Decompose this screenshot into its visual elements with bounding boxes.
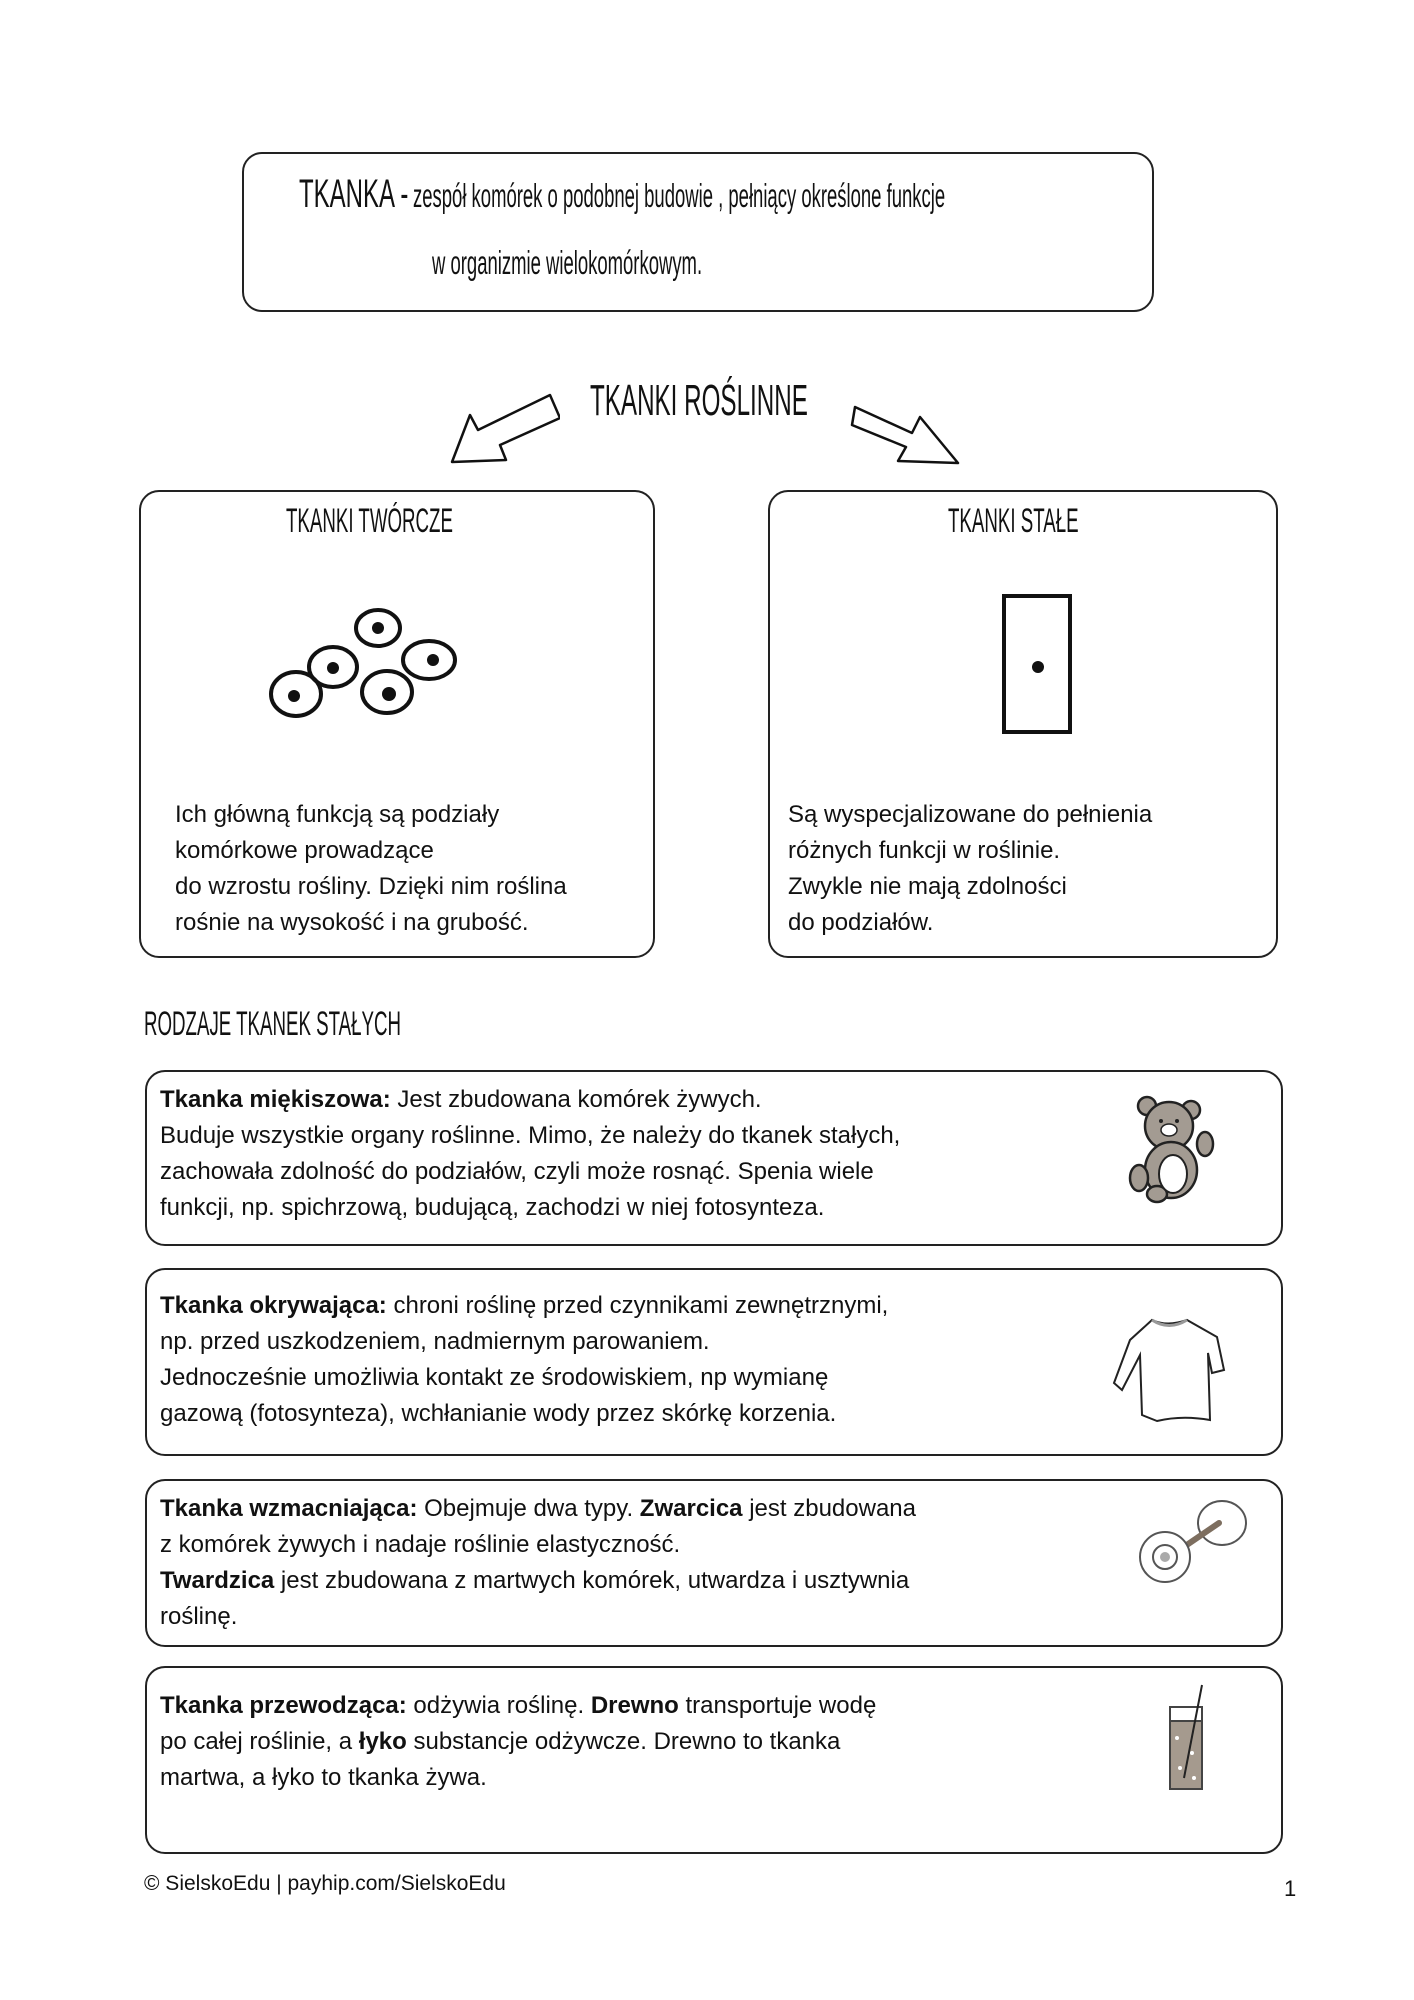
tissue-text: roślinę.: [160, 1603, 238, 1630]
dividing-cells-icon: [261, 602, 461, 732]
right-arrow-icon: [850, 395, 970, 475]
tissue-text: chroni roślinę przed czynnikami zewnętrznymi,: [386, 1292, 889, 1319]
tissue-text: Jednocześnie umożliwia kontakt ze środowiskiem, np wymianę: [160, 1364, 829, 1391]
tissue-name: Tkanka przewodząca:: [160, 1692, 407, 1719]
card-text-line: Zwykle nie mają zdolności: [788, 873, 1067, 900]
definition-box: [242, 152, 1154, 312]
plant-cell-icon: [1000, 592, 1075, 737]
card-meristematic-tissue: [139, 490, 655, 958]
tissue-text: po całej roślinie, a: [160, 1728, 359, 1755]
tissue-text: funkcji, np. spichrzową, budującą, zachodzi w niej fotosynteza.: [160, 1194, 825, 1221]
tissue-text: Jest zbudowana komórek żywych.: [390, 1086, 762, 1113]
card-text-line: różnych funkcji w roślinie.: [788, 837, 1061, 864]
tissue-text: z komórek żywych i nadaje roślinie elastyczność.: [160, 1531, 681, 1558]
tissue-text: jest zbudowana: [742, 1495, 916, 1522]
footer-copyright: © SielskoEdu | payhip.com/SielskoEdu: [144, 1872, 506, 1895]
tissue-card-vascular: [145, 1666, 1283, 1854]
tissue-text: transportuje wodę: [678, 1692, 877, 1719]
card-text-line: do wzrostu rośliny. Dzięki nim roślina: [175, 873, 567, 900]
card-permanent-tissue: [768, 490, 1278, 958]
teddy-bear-icon: [1127, 1094, 1217, 1204]
tissue-name: Tkanka okrywająca:: [160, 1292, 387, 1319]
sclerenchyma-term: Twardzica: [160, 1567, 275, 1594]
tissue-text: martwa, a łyko to tkanka żywa.: [160, 1764, 487, 1791]
tissue-text: substancje odżywcze. Drewno to tkanka: [406, 1728, 841, 1755]
main-heading: TKANKI ROŚLINNE: [590, 376, 808, 425]
tissue-card-supporting: [145, 1479, 1283, 1647]
definition-term: TKANKA -: [299, 172, 409, 216]
t-shirt-icon: [1112, 1315, 1227, 1425]
card-text-line: Są wyspecjalizowane do pełnienia: [788, 801, 1153, 828]
card-text-line: do podziałów.: [788, 909, 934, 936]
tissue-name: Tkanka wzmacniająca:: [160, 1495, 418, 1522]
tissue-text: zachowała zdolność do podziałów, czyli może rosnąć. Spenia wiele: [160, 1158, 874, 1185]
card-text-line: Ich główną funkcją są podziały: [175, 801, 500, 828]
lollipop-icon: [1137, 1493, 1252, 1583]
tissue-text: jest zbudowana z martwych komórek, utwardza i usztywnia: [274, 1567, 910, 1594]
page-number: 1: [1284, 1876, 1297, 1901]
definition-text-line2: w organizmie wielokomórkowym.: [432, 244, 703, 281]
tissue-text: Obejmuje dwa typy.: [417, 1495, 640, 1522]
tissue-text: odżywia roślinę.: [406, 1692, 591, 1719]
left-arrow-icon: [440, 390, 560, 470]
card-text-line: rośnie na wysokość i na grubość.: [175, 909, 529, 936]
glass-with-straw-icon: [1162, 1683, 1212, 1793]
tissue-text: np. przed uszkodzeniem, nadmiernym parowaniem.: [160, 1328, 710, 1355]
xylem-term: Drewno: [590, 1692, 679, 1719]
tissue-text: Buduje wszystkie organy roślinne. Mimo, że należy do tkanek stałych,: [160, 1122, 901, 1149]
tissue-name: Tkanka miękiszowa:: [160, 1086, 391, 1113]
card-title: TKANKI TWÓRCZE: [286, 502, 453, 540]
section-heading: RODZAJE TKANEK STAŁYCH: [144, 1005, 402, 1043]
card-text-line: komórkowe prowadzące: [175, 837, 434, 864]
tissue-card-dermal: [145, 1268, 1283, 1456]
collenchyma-term: Zwarcica: [639, 1495, 743, 1522]
tissue-text: gazową (fotosynteza), wchłanianie wody przez skórkę korzenia.: [160, 1400, 837, 1427]
card-title: TKANKI STAŁE: [948, 502, 1079, 540]
tissue-card-parenchyma: [145, 1070, 1283, 1246]
definition-text-line1: zespół komórek o podobnej budowie , pełniący określone funkcje: [413, 177, 946, 214]
phloem-term: łyko: [358, 1728, 407, 1755]
